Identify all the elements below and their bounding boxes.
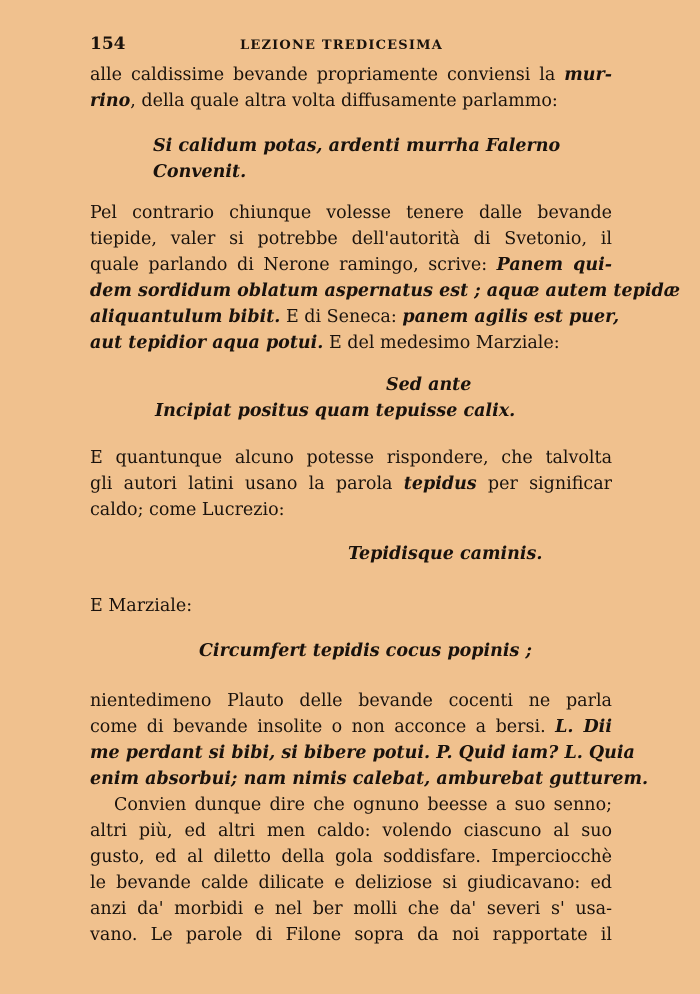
text-line xyxy=(90,593,612,619)
text-line xyxy=(90,844,612,870)
verse-quote-line: Sed ante xyxy=(386,375,472,395)
text-segment: E di Seneca: xyxy=(280,307,403,327)
text-line xyxy=(90,330,612,356)
text-line xyxy=(114,792,612,818)
text-segment: altri più, ed altri men caldo: volendo ciascuno al suo xyxy=(90,821,612,841)
text-line xyxy=(90,226,612,252)
latin-citation: enim absorbui; nam nimis calebat, amburebat gutturem. xyxy=(90,769,649,789)
text-segment: E quantunque alcuno potesse rispondere, che talvolta xyxy=(90,448,612,468)
text-segment: Pel contrario chiunque volesse tenere dalle bevande xyxy=(90,203,612,223)
text-segment: come di bevande insolite o non acconce a bersi. xyxy=(90,717,556,737)
text-line xyxy=(90,304,620,330)
text-line xyxy=(90,714,612,740)
text-segment: le bevande calde dilicate e deliziose si giudicavano: ed xyxy=(90,873,612,893)
text-segment: anzi da' morbidi e nel ber molli che da' severi s' usa- xyxy=(90,899,612,919)
text-segment: quale parlando di Nerone ramingo, scrive: xyxy=(90,255,497,275)
latin-citation: L. Dii xyxy=(555,717,612,737)
text-line xyxy=(90,88,612,114)
text-line xyxy=(90,62,612,88)
text-line xyxy=(90,445,612,471)
text-segment: gli autori latini usano la parola xyxy=(90,474,404,494)
verse-quote-line: Tepidisque caminis. xyxy=(348,544,543,564)
text-line xyxy=(90,252,612,278)
verse-quote-line: Circumfert tepidis cocus popinis ; xyxy=(199,641,532,661)
text-segment: caldo; come Lucrezio: xyxy=(90,500,285,520)
text-segment: tiepide, valer si potrebbe dell'autorità di Svetonio, il xyxy=(90,229,612,249)
text-line xyxy=(90,497,612,523)
latin-citation: dem sordidum oblatum aspernatus est ; aquæ autem tepidæ xyxy=(90,281,681,301)
latin-citation: me perdant si bibi, si bibere potui. P. Quid iam? L. Quia xyxy=(90,743,635,763)
text-line xyxy=(90,740,635,766)
text-line xyxy=(90,818,612,844)
text-segment: alle caldissime bevande propriamente conviensi la xyxy=(90,65,565,85)
text-line xyxy=(90,200,612,226)
running-title: LEZIONE TREDICESIMA xyxy=(240,38,444,53)
latin-citation: aliquantulum bibit. xyxy=(90,307,281,327)
verse-quote-line: Convenit. xyxy=(153,162,247,182)
text-segment: nientedimeno Plauto delle bevande cocenti ne parla xyxy=(90,691,612,711)
page-number: 154 xyxy=(90,34,126,54)
latin-citation: tepidus xyxy=(403,474,477,494)
text-segment: E Marziale: xyxy=(90,596,193,616)
latin-citation: mur- xyxy=(564,65,612,85)
text-line xyxy=(90,870,612,896)
text-segment: Convien dunque dire che ognuno beesse a suo senno; xyxy=(114,795,612,815)
text-line xyxy=(90,471,612,497)
verse-quote-line: Incipiat positus quam tepuisse calix. xyxy=(155,401,516,421)
text-segment: vano. Le parole di Filone sopra da noi rapportate il xyxy=(90,925,612,945)
text-line xyxy=(90,688,612,714)
verse-quote-line: Si calidum potas, ardenti murrha Falerno xyxy=(153,136,561,156)
page-header xyxy=(90,34,610,60)
latin-citation: Panem qui- xyxy=(496,255,612,275)
text-segment: per significar xyxy=(476,474,612,494)
text-line xyxy=(90,922,612,948)
text-segment: , della quale altra volta diffusamente parlammo: xyxy=(130,91,558,111)
latin-citation: panem agilis est puer, xyxy=(402,307,620,327)
text-segment: gusto, ed al diletto della gola soddisfare. Imperciocchè xyxy=(90,847,612,867)
latin-citation: rino xyxy=(90,91,131,111)
text-line xyxy=(90,278,681,304)
latin-citation: aut tepidior aqua potui. xyxy=(90,333,324,353)
text-line xyxy=(90,896,612,922)
text-line xyxy=(90,766,649,792)
text-segment: E del medesimo Marziale: xyxy=(323,333,560,353)
